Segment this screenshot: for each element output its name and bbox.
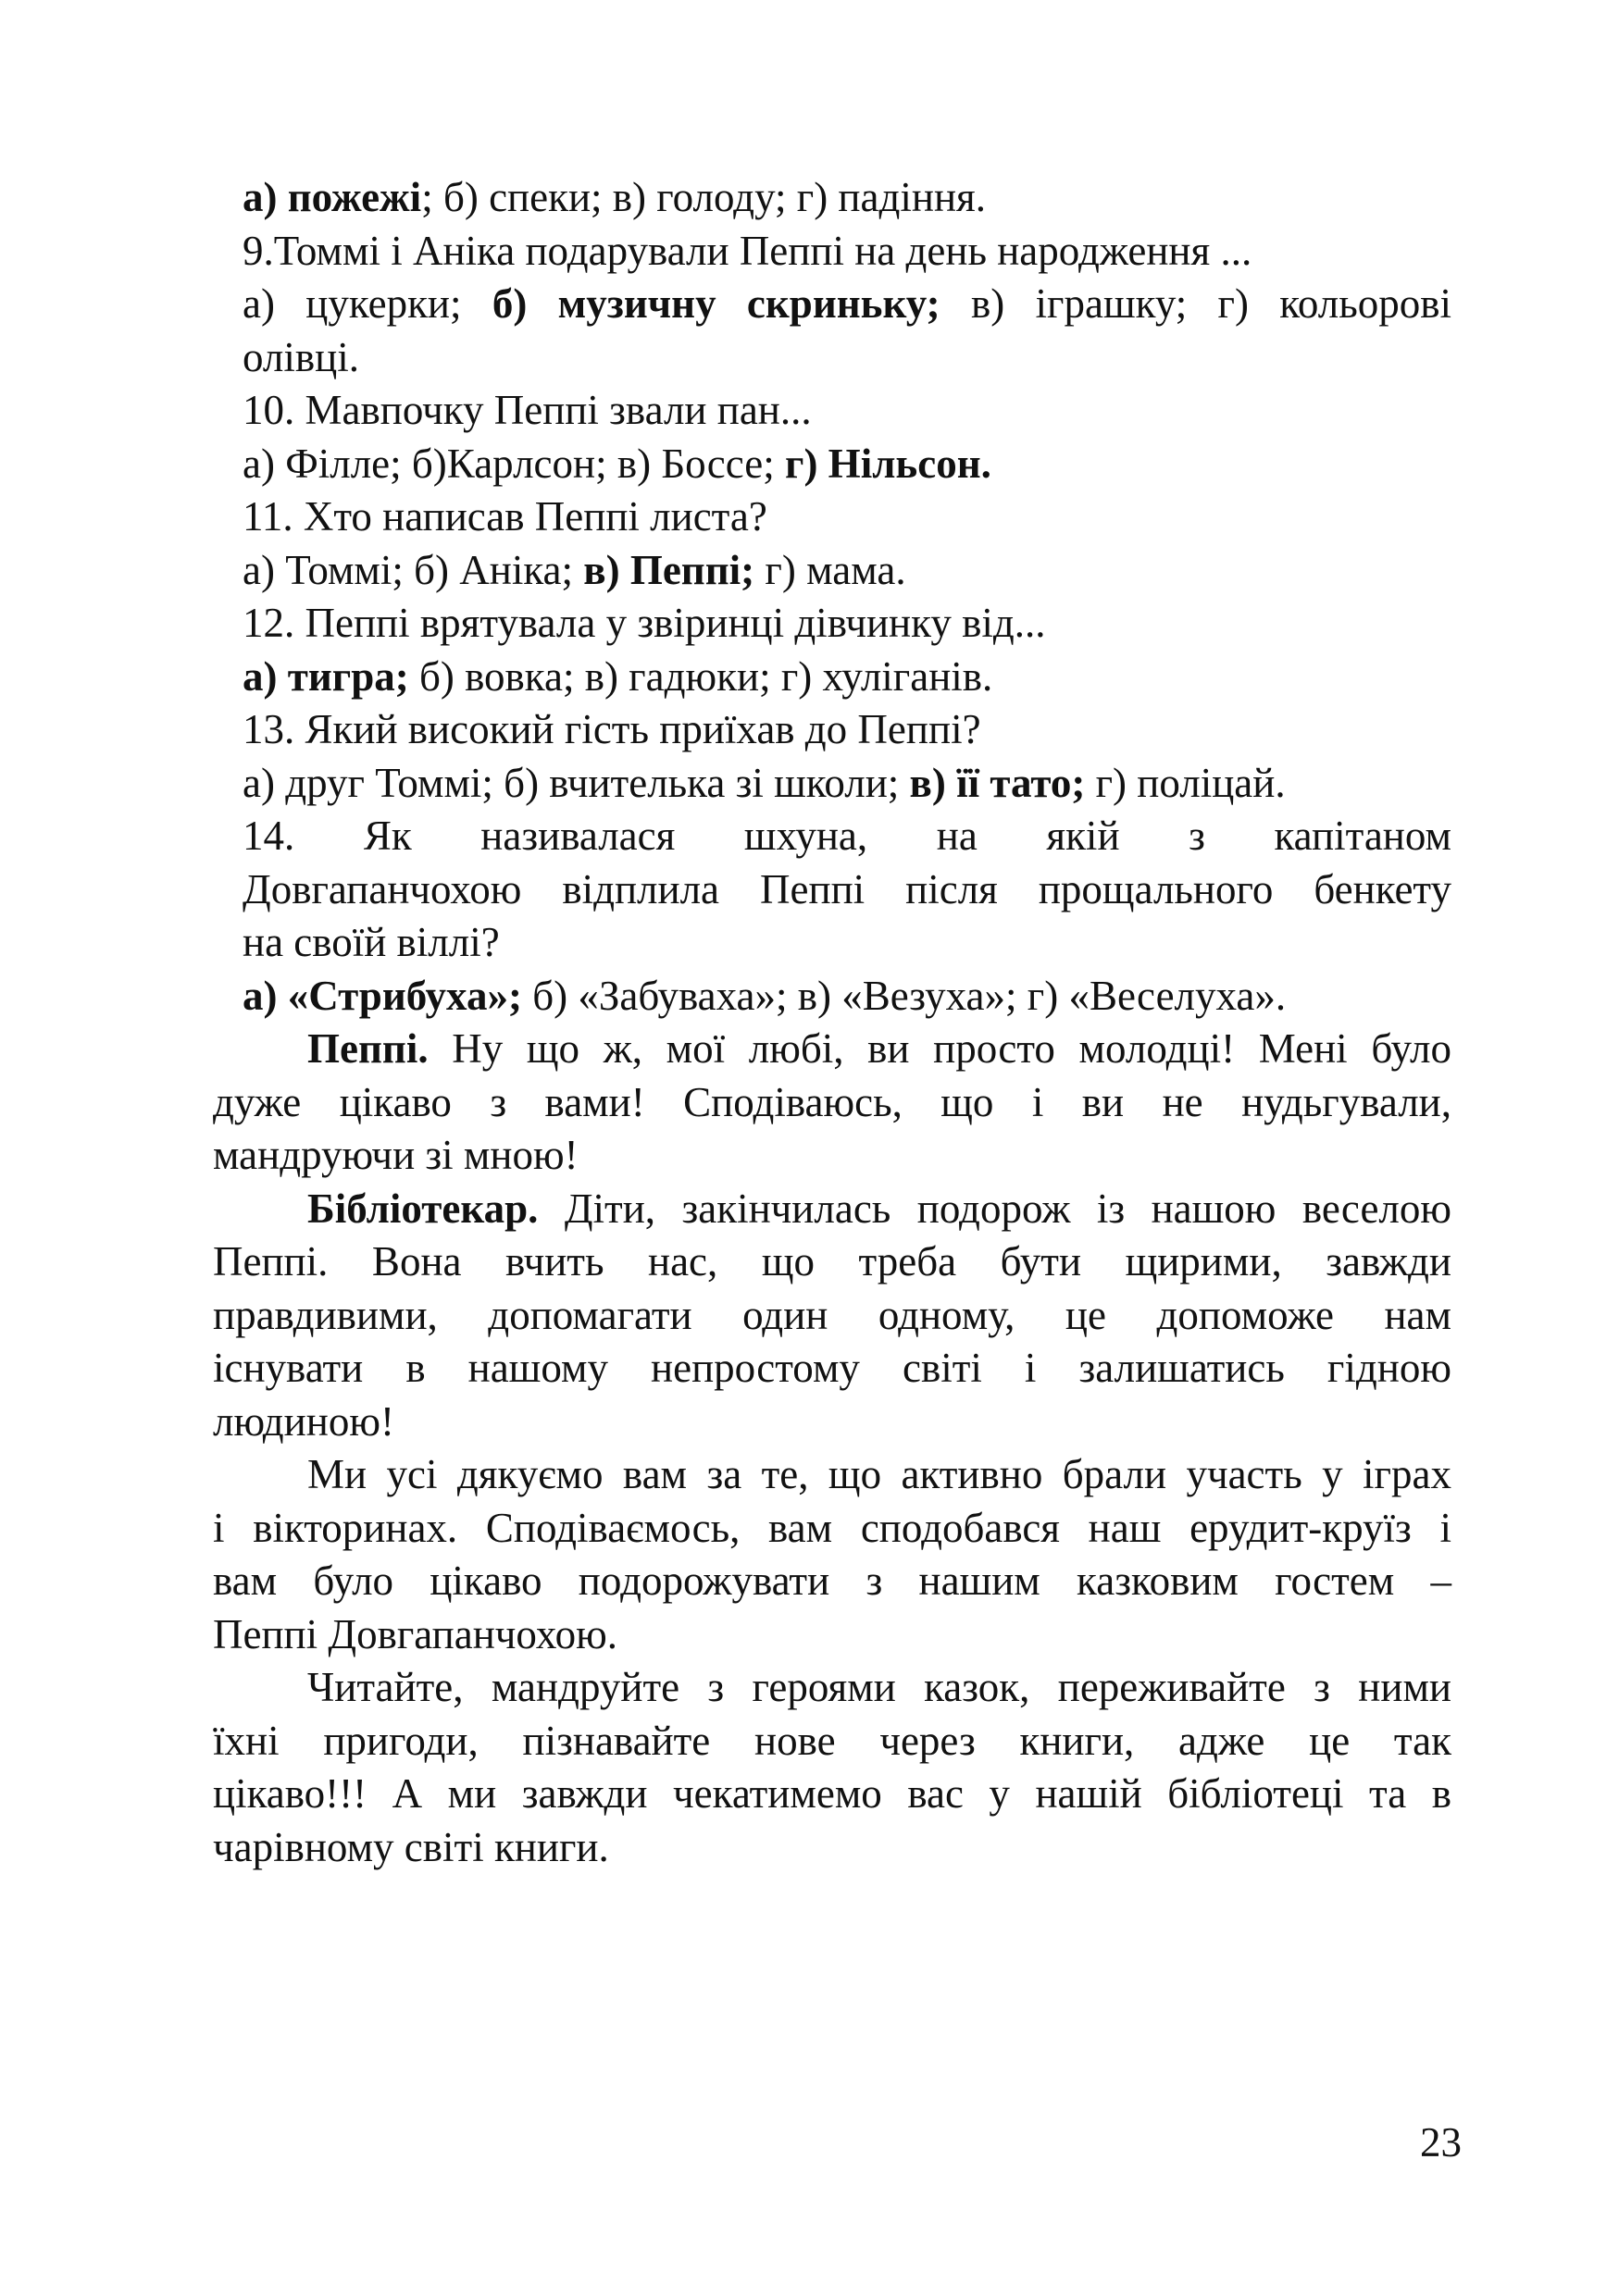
paragraph-line bbox=[213, 1396, 1451, 1449]
quiz-line bbox=[243, 438, 1451, 491]
text-run: 13. Який високий гість приїхав до Пеппі? bbox=[243, 706, 981, 752]
text-run: 12. Пеппі врятувала у звіринці дівчинку від... bbox=[243, 600, 1046, 646]
text-run: і вікторинах. Сподіваємось, вам сподобався наш ерудит-круїз і bbox=[213, 1504, 1451, 1551]
text-run: Ми усі дякуємо вам за те, що активно брали участь у іграх bbox=[307, 1451, 1451, 1497]
text-run: на своїй віллі? bbox=[243, 919, 500, 965]
paragraph-line bbox=[213, 1821, 1451, 1875]
text-run: чарівному світі книги. bbox=[213, 1823, 609, 1870]
paragraph-line bbox=[213, 1342, 1451, 1396]
quiz-line bbox=[243, 810, 1451, 863]
text-run: ; б) спеки; в) голоду; г) падіння. bbox=[421, 174, 986, 220]
text-run: людиною! bbox=[213, 1397, 394, 1445]
paragraph-line bbox=[213, 1661, 1451, 1715]
text-run: Ну що ж, мої любі, ви просто молодці! Мені було bbox=[428, 1025, 1451, 1072]
paragraph bbox=[213, 1448, 1451, 1661]
text-run: Пеппі. Вона вчить нас, що треба бути щирими, завжди bbox=[213, 1238, 1451, 1285]
quiz-line bbox=[243, 278, 1451, 331]
paragraph-line bbox=[213, 1715, 1451, 1769]
page-number: 23 bbox=[1420, 2119, 1462, 2166]
text-run: 10. Мавпочку Пеппі звали пан... bbox=[243, 387, 812, 433]
quiz-line bbox=[243, 916, 1451, 970]
text-run: цікаво!!! А ми завжди чекатимемо вас у нашій бібліотеці та в bbox=[213, 1770, 1451, 1817]
bold-text: а) тигра; bbox=[243, 652, 409, 700]
quiz-line bbox=[243, 757, 1451, 811]
paragraph-line bbox=[213, 1076, 1451, 1130]
text-run: б) вовка; в) гадюки; г) хуліганів. bbox=[408, 652, 993, 700]
paragraph-line bbox=[213, 1183, 1451, 1236]
paragraph bbox=[213, 1183, 1451, 1449]
quiz-line bbox=[243, 970, 1451, 1024]
paragraph-line bbox=[213, 1555, 1451, 1608]
paragraph bbox=[213, 1023, 1451, 1183]
paragraph-line bbox=[213, 1502, 1451, 1556]
text-run: а) Філле; б)Карлсон; в) Боссе; bbox=[243, 440, 786, 487]
quiz-line bbox=[243, 225, 1451, 279]
bold-text: а) пожежі bbox=[243, 174, 422, 220]
paragraph-line bbox=[213, 1129, 1451, 1183]
quiz-line bbox=[243, 597, 1451, 651]
paragraph-line bbox=[213, 1608, 1451, 1662]
text-run: 11. Хто написав Пеппі листа? bbox=[243, 493, 767, 540]
text-run: Діти, закінчилась подорож із нашою веселою bbox=[538, 1185, 1451, 1232]
bold-text: г) Нільсон. bbox=[785, 440, 991, 487]
bold-text: Пеппі. bbox=[307, 1025, 429, 1072]
text-run: в) іграшку; г) кольорові bbox=[940, 280, 1452, 327]
bold-text: в) Пеппі; bbox=[583, 546, 755, 593]
text-run: 9.Томмі і Аніка подарували Пеппі на день народження ... bbox=[243, 227, 1252, 274]
quiz-line bbox=[243, 331, 1451, 385]
text-run: а) Томмі; б) Аніка; bbox=[243, 546, 584, 593]
quiz-line bbox=[243, 384, 1451, 438]
text-run: 14. Як називалася шхуна, на якій з капітаном bbox=[243, 813, 1451, 859]
quiz-line bbox=[243, 703, 1451, 757]
text-run: існувати в нашому непростому світі і залишатись гідною bbox=[213, 1345, 1451, 1391]
text-run: правдивими, допомагати один одному, це допоможе нам bbox=[213, 1291, 1451, 1338]
text-run: вам було цікаво подорожувати з нашим казковим гостем – bbox=[213, 1558, 1451, 1604]
text-run: а) друг Томмі; б) вчителька зі школи; bbox=[243, 759, 910, 806]
quiz-line bbox=[243, 544, 1451, 598]
text-run: дуже цікаво з вами! Сподіваюсь, що і ви не нудьгували, bbox=[213, 1078, 1451, 1125]
text-run: г) поліцай. bbox=[1085, 759, 1286, 806]
paragraph-line bbox=[213, 1289, 1451, 1343]
paragraph-line bbox=[213, 1023, 1451, 1076]
text-run: їхні пригоди, пізнавайте нове через книги, адже це так bbox=[213, 1717, 1451, 1764]
text-run: Пеппі Довгапанчохою. bbox=[213, 1610, 617, 1657]
text-run: Читайте, мандруйте з героями казок, переживайте з ними bbox=[307, 1664, 1451, 1710]
text-run: б) «Забуваха»; в) «Везуха»; г) «Веселуха». bbox=[521, 972, 1287, 1019]
bold-text: Бібліотекар. bbox=[307, 1185, 539, 1232]
paragraph-line bbox=[213, 1448, 1451, 1502]
bold-text: б) музичну скриньку; bbox=[492, 280, 940, 327]
paragraph-line bbox=[213, 1235, 1451, 1289]
text-run: г) мама. bbox=[754, 546, 906, 593]
bold-text: а) «Стрибуха»; bbox=[243, 972, 522, 1019]
bold-text: в) її тато; bbox=[909, 759, 1086, 806]
text-run: Довгапанчохою відплила Пеппі після прощального бенкету bbox=[243, 865, 1451, 912]
quiz-line bbox=[243, 171, 1451, 225]
text-run: а) цукерки; bbox=[243, 280, 492, 327]
quiz-line bbox=[243, 651, 1451, 704]
paragraph bbox=[213, 1661, 1451, 1874]
paragraph-line bbox=[213, 1768, 1451, 1821]
text-run: мандруючи зі мною! bbox=[213, 1132, 579, 1178]
text-run: олівці. bbox=[243, 333, 359, 380]
quiz-line bbox=[243, 490, 1451, 544]
page-body bbox=[213, 171, 1452, 1874]
quiz-line bbox=[243, 863, 1451, 917]
